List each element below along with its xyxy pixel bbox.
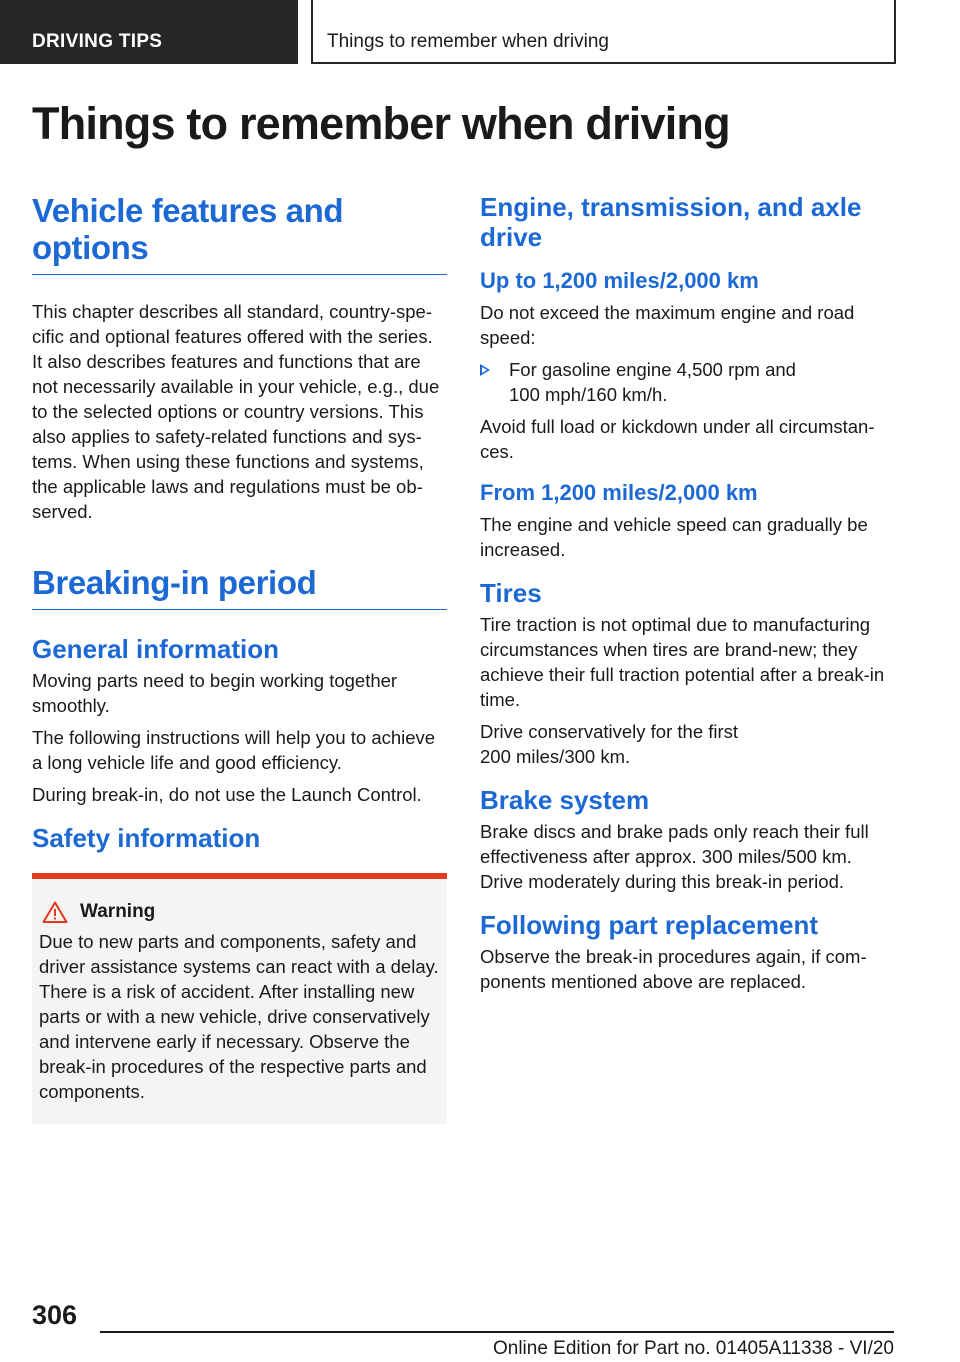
general-info-p2: The following instructions will help you to achieve a long vehicle life and good efficiency. <box>32 727 436 773</box>
tires-p1: Tire traction is not optimal due to manufacturing circumstances when tires are brand-new; they achieve their full traction potential after a break-in time. <box>480 614 885 710</box>
list-item <box>480 357 896 407</box>
footer-divider <box>100 1331 894 1333</box>
header-topic-label: Things to remember when driving <box>327 31 609 52</box>
page-title: Things to remember when driving <box>32 98 730 149</box>
heading-up-to-1200: Up to 1,200 miles/2,000 km <box>480 268 759 293</box>
header-section-tab <box>0 0 298 64</box>
heading-breaking-in: Breaking-in period <box>32 564 447 610</box>
bullet-line2: 100 mph/160 km/h. <box>509 384 668 405</box>
general-info-p3: During break-in, do not use the Launch Control. <box>32 784 422 805</box>
heading-engine-transmission: Engine, transmission, and axle drive <box>480 192 862 252</box>
warning-title: Warning <box>80 901 156 922</box>
tires-p2 <box>480 719 896 769</box>
warning-header <box>39 901 439 923</box>
left-column <box>32 192 447 1124</box>
up-to-p2: Avoid full load or kickdown under all circumstances. <box>480 416 875 462</box>
heading-vehicle-features-line2: options <box>32 229 149 266</box>
brake-p1: Brake discs and brake pads only reach their full effectiveness after approx. 300 miles/500 km. Drive moderately during this break-in period. <box>480 821 869 892</box>
warning-body: Due to new parts and components, safety and driver assistance systems can react with a delay. There is a risk of accident. After installing new parts or with a new vehicle, drive conservatively and intervene early if necessary. Observe the break-in procedures of the respective parts and components. <box>39 931 439 1102</box>
header-section-label: DRIVING TIPS <box>32 31 163 52</box>
heading-brake-system: Brake system <box>480 785 650 815</box>
warning-triangle-icon <box>42 901 68 923</box>
from-p1: The engine and vehicle speed can gradually be increased. <box>480 514 868 560</box>
heading-from-1200: From 1,200 miles/2,000 km <box>480 480 758 505</box>
right-column <box>480 192 896 994</box>
page-number: 306 <box>32 1300 78 1330</box>
heading-safety-information: Safety information <box>32 823 261 853</box>
heading-following-part-replacement: Following part replacement <box>480 910 819 940</box>
vehicle-features-body: This chapter describes all standard, country-specific and optional features offered with the series. It also describes features and functions that are not necessarily available in your vehicle, e.g., due to the selected options or country versions. This also applies to safety-related functions and systems. When using these functions and systems, the applicable laws and regulations must be observed. <box>32 301 440 522</box>
bullet-line1: For gasoline engine 4,500 rpm and <box>509 359 796 380</box>
warning-box <box>32 873 447 1124</box>
following-p1: Observe the break-in procedures again, if components mentioned above are replaced. <box>480 946 867 992</box>
up-to-p1: Do not exceed the maximum engine and road speed: <box>480 302 855 348</box>
footer-edition: Online Edition for Part no. 01405A11338 - VI/20 <box>492 1338 894 1359</box>
tires-p2-line1: Drive conservatively for the first <box>480 721 739 742</box>
heading-vehicle-features <box>32 192 447 275</box>
heading-tires: Tires <box>480 578 542 608</box>
general-info-p1: Moving parts need to begin working together smoothly. <box>32 670 398 716</box>
tires-p2-line2: 200 miles/300 km. <box>480 746 631 767</box>
heading-vehicle-features-line1: Vehicle features and <box>32 192 344 229</box>
heading-general-information: General information <box>32 634 280 664</box>
bullet-triangle-icon <box>480 364 490 376</box>
header-topic-tab <box>311 0 896 64</box>
